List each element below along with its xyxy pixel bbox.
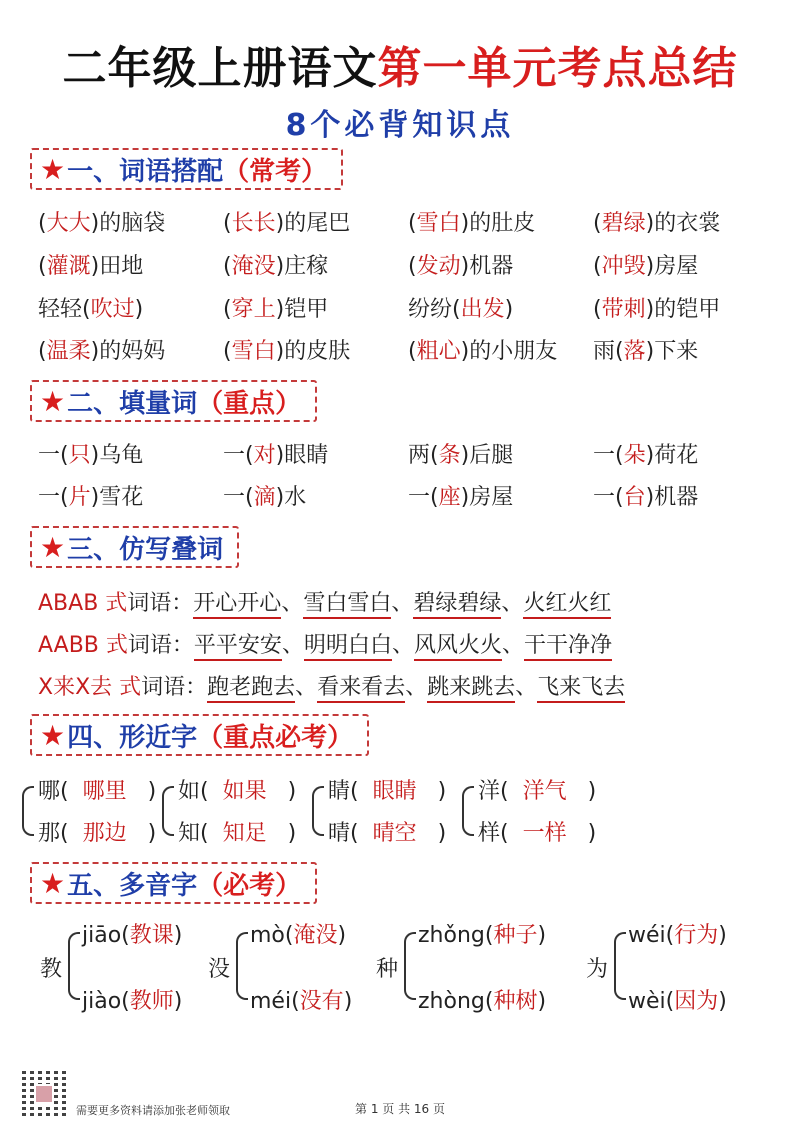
answer-text: 行为 — [674, 923, 719, 948]
title-red: 第一单元考点总结 — [377, 43, 738, 94]
answer-text: 种子 — [493, 923, 538, 948]
item-prefix: ( — [593, 297, 602, 322]
measure-item — [223, 438, 408, 469]
answer-text: 雪白 — [416, 211, 461, 236]
reading-suffix: ) — [337, 923, 347, 948]
answer-text: 知足 — [222, 821, 267, 846]
item-suffix: )水 — [275, 485, 307, 510]
pinyin-text: zhǒng( — [418, 923, 494, 948]
polyphone-char: 种 — [376, 957, 399, 982]
brace-icon — [162, 786, 174, 836]
reading-suffix: ) — [537, 989, 547, 1014]
separator: 、 — [501, 591, 524, 616]
section-heading-5 — [30, 862, 317, 904]
star-icon: ★ — [40, 384, 66, 418]
item-prefix: 一( — [223, 443, 254, 468]
char-prefix: 睛( — [328, 779, 359, 804]
collocation-item — [223, 249, 408, 280]
similar-char-pair — [478, 816, 596, 847]
similar-char-pair — [38, 816, 156, 847]
separator: 、 — [391, 633, 414, 658]
pinyin-text: jiào( — [82, 989, 130, 1014]
item-suffix: )房屋 — [460, 485, 514, 510]
example-word: 明明白白 — [304, 633, 392, 661]
answer-text: 穿上 — [231, 297, 276, 322]
char-suffix: ) — [580, 779, 597, 804]
collocation-item — [593, 334, 778, 365]
item-prefix: ( — [593, 254, 602, 279]
item-suffix: )雪花 — [90, 485, 144, 510]
brace-icon — [312, 786, 324, 836]
pinyin-text: wèi( — [628, 989, 675, 1014]
item-suffix: )庄稼 — [275, 254, 329, 279]
answer-text: 教课 — [129, 923, 174, 948]
star-icon: ★ — [40, 530, 66, 564]
item-prefix: 一( — [223, 485, 254, 510]
pinyin-text: méi( — [250, 989, 300, 1014]
reading-suffix: ) — [718, 923, 727, 948]
item-prefix: 一( — [408, 485, 439, 510]
reading-suffix: ) — [173, 923, 183, 948]
answer-text: 吹过 — [90, 297, 135, 322]
collocation-item — [593, 249, 778, 280]
example-word: 风风火火 — [414, 633, 502, 661]
brace-icon — [404, 932, 416, 1000]
polyphone-reading — [250, 984, 352, 1015]
collocation-item — [408, 249, 593, 280]
char-suffix: ) — [430, 779, 447, 804]
item-prefix: 一( — [38, 443, 69, 468]
item-prefix: ( — [408, 254, 417, 279]
measure-item — [38, 438, 223, 469]
measure-item — [223, 480, 408, 511]
answer-text: 教师 — [129, 989, 174, 1014]
item-suffix: ) — [504, 297, 514, 322]
polyphone-char: 为 — [586, 957, 609, 982]
example-word: 看来看去 — [317, 675, 405, 703]
polyphone-reading — [418, 918, 546, 949]
answer-text: 对 — [253, 443, 276, 468]
item-prefix: 一( — [38, 485, 69, 510]
example-word: 平平安安 — [194, 633, 282, 661]
item-suffix: )的脑袋 — [90, 211, 166, 236]
char-prefix: 样( — [478, 821, 509, 846]
char-suffix: ) — [140, 779, 157, 804]
example-word: 跑老跑去 — [207, 675, 295, 703]
answer-text: 眼睛 — [372, 779, 417, 804]
collocation-item — [38, 249, 223, 280]
section-heading-3 — [30, 526, 239, 568]
footer-note: 需要更多资料请添加张老师领取 — [76, 1104, 230, 1117]
answer-text: 一样 — [522, 821, 567, 846]
item-prefix: ( — [223, 339, 232, 364]
item-suffix: )房屋 — [645, 254, 699, 279]
collocation-item — [408, 206, 593, 237]
item-prefix: ( — [408, 211, 417, 236]
measure-item — [593, 438, 778, 469]
example-word: 火红火红 — [523, 591, 611, 619]
polyphone-reading — [628, 984, 727, 1015]
answer-text: 只 — [68, 443, 91, 468]
answer-text: 朵 — [623, 443, 646, 468]
pinyin-text: mò( — [250, 923, 294, 948]
pattern-suffix: 词语： — [127, 633, 194, 658]
char-prefix: 哪( — [38, 779, 69, 804]
char-suffix: ) — [280, 821, 297, 846]
item-suffix: )的肚皮 — [460, 211, 536, 236]
item-suffix: )的衣裳 — [645, 211, 721, 236]
item-prefix: ( — [593, 211, 602, 236]
collocation-item — [38, 334, 223, 365]
collocation-row — [38, 334, 778, 365]
char-suffix: ) — [140, 821, 157, 846]
section-label: 一、词语搭配 — [67, 156, 224, 187]
char-prefix: 晴( — [328, 821, 359, 846]
collocation-row — [38, 292, 778, 323]
collocation-item — [408, 292, 593, 323]
section-label: 二、填量词 — [67, 388, 198, 419]
item-prefix: 一( — [593, 443, 624, 468]
item-suffix: )后腿 — [460, 443, 514, 468]
reading-suffix: ) — [718, 989, 727, 1014]
pinyin-text: wéi( — [628, 923, 675, 948]
item-suffix: )铠甲 — [275, 297, 329, 322]
separator: 、 — [391, 591, 414, 616]
collocation-row — [38, 206, 778, 237]
answer-text: 淹没 — [293, 923, 338, 948]
item-prefix: ( — [223, 211, 232, 236]
section-label: 四、形近字 — [67, 722, 198, 753]
separator: 、 — [515, 675, 538, 700]
pinyin-text: jiāo( — [82, 923, 130, 948]
answer-text: 座 — [438, 485, 461, 510]
answer-text: 出发 — [460, 297, 505, 322]
reduplication-row — [38, 670, 625, 701]
reading-suffix: ) — [537, 923, 547, 948]
item-suffix: )田地 — [90, 254, 144, 279]
char-prefix: 如( — [178, 779, 209, 804]
collocation-item — [38, 292, 223, 323]
measure-item — [593, 480, 778, 511]
item-prefix: 一( — [593, 485, 624, 510]
item-suffix: )的尾巴 — [275, 211, 351, 236]
brace-icon — [462, 786, 474, 836]
answer-text: 因为 — [674, 989, 719, 1014]
answer-text: 哪里 — [82, 779, 127, 804]
collocation-item — [408, 334, 593, 365]
reduplication-row — [38, 628, 612, 659]
answer-text: 发动 — [416, 254, 461, 279]
measure-item — [38, 480, 223, 511]
measure-item — [408, 480, 593, 511]
answer-text: 落 — [623, 339, 646, 364]
answer-text: 粗心 — [416, 339, 461, 364]
item-suffix: )乌龟 — [90, 443, 144, 468]
similar-char-pair — [478, 774, 596, 805]
section-note: （必考） — [197, 870, 302, 901]
item-suffix: )的小朋友 — [460, 339, 558, 364]
item-prefix: ( — [38, 254, 47, 279]
item-suffix: )机器 — [460, 254, 514, 279]
item-suffix: )的铠甲 — [645, 297, 721, 322]
item-prefix: ( — [223, 254, 232, 279]
pattern-suffix: 词语： — [141, 675, 208, 700]
answer-text: 温柔 — [46, 339, 91, 364]
polyphone-reading — [250, 918, 346, 949]
answer-text: 没有 — [299, 989, 344, 1014]
star-icon: ★ — [40, 866, 66, 900]
collocation-item — [593, 206, 778, 237]
answer-text: 淹没 — [231, 254, 276, 279]
item-prefix: 纷纷( — [408, 297, 461, 322]
section-note: （常考） — [223, 156, 328, 187]
example-word: 碧绿碧绿 — [413, 591, 501, 619]
collocation-item — [593, 292, 778, 323]
brace-icon — [236, 932, 248, 1000]
item-suffix: )的皮肤 — [275, 339, 351, 364]
item-prefix: 轻轻( — [38, 297, 91, 322]
item-suffix: )机器 — [645, 485, 699, 510]
similar-char-pair — [178, 816, 296, 847]
similar-char-pair — [328, 774, 446, 805]
answer-text: 洋气 — [522, 779, 567, 804]
char-prefix: 那( — [38, 821, 69, 846]
star-icon: ★ — [40, 718, 66, 752]
section-label: 五、多音字 — [67, 870, 198, 901]
answer-text: 片 — [68, 485, 91, 510]
brace-icon — [614, 932, 626, 1000]
item-prefix: ( — [38, 339, 47, 364]
page-subtitle: 8个必背知识点 — [285, 108, 515, 143]
collocation-item — [223, 206, 408, 237]
measure-row — [38, 438, 778, 469]
item-suffix: )荷花 — [645, 443, 699, 468]
answer-text: 如果 — [222, 779, 267, 804]
example-word: 飞来飞去 — [537, 675, 625, 703]
collocation-item — [38, 206, 223, 237]
pattern-label: X来X去 式 — [38, 675, 142, 700]
answer-text: 碧绿 — [601, 211, 646, 236]
example-word: 雪白雪白 — [303, 591, 391, 619]
answer-text: 晴空 — [372, 821, 417, 846]
polyphone-char: 没 — [208, 957, 231, 982]
item-prefix: ( — [223, 297, 232, 322]
page-number: 第 1 页 共 16 页 — [355, 1102, 445, 1116]
char-suffix: ) — [580, 821, 597, 846]
item-prefix: 雨( — [593, 339, 624, 364]
example-word: 跳来跳去 — [427, 675, 515, 703]
section-note: （重点必考） — [197, 722, 354, 753]
measure-row — [38, 480, 778, 511]
separator: 、 — [281, 633, 304, 658]
polyphone-char: 教 — [40, 957, 63, 982]
answer-text: 种树 — [493, 989, 538, 1014]
answer-text: 冲毁 — [601, 254, 646, 279]
section-heading-4 — [30, 714, 369, 756]
polyphone-reading — [628, 918, 727, 949]
section-label: 三、仿写叠词 — [67, 534, 224, 565]
char-prefix: 知( — [178, 821, 209, 846]
similar-char-pair — [178, 774, 296, 805]
answer-text: 雪白 — [231, 339, 276, 364]
reading-suffix: ) — [343, 989, 353, 1014]
brace-icon — [22, 786, 34, 836]
similar-char-pair — [328, 816, 446, 847]
item-prefix: 两( — [408, 443, 439, 468]
collocation-item — [223, 292, 408, 323]
title-black: 二年级上册语文 — [62, 43, 378, 94]
item-prefix: ( — [38, 211, 47, 236]
section-heading-1 — [30, 148, 343, 190]
section-note: （重点） — [197, 388, 302, 419]
example-word: 干干净净 — [524, 633, 612, 661]
measure-item — [408, 438, 593, 469]
answer-text: 大大 — [46, 211, 91, 236]
example-word: 开心开心 — [193, 591, 281, 619]
separator: 、 — [405, 675, 428, 700]
separator: 、 — [281, 591, 304, 616]
polyphone-reading — [82, 918, 182, 949]
polyphone-reading — [418, 984, 546, 1015]
item-suffix: )眼睛 — [275, 443, 329, 468]
brace-icon — [68, 932, 80, 1000]
answer-text: 那边 — [82, 821, 127, 846]
char-suffix: ) — [430, 821, 447, 846]
answer-text: 滴 — [253, 485, 276, 510]
polyphone-reading — [82, 984, 182, 1015]
pinyin-text: zhòng( — [418, 989, 494, 1014]
reading-suffix: ) — [173, 989, 183, 1014]
similar-char-pair — [38, 774, 156, 805]
answer-text: 条 — [438, 443, 461, 468]
separator: 、 — [295, 675, 318, 700]
collocation-item — [223, 334, 408, 365]
pattern-suffix: 词语： — [127, 591, 194, 616]
char-prefix: 洋( — [478, 779, 509, 804]
answer-text: 灌溉 — [46, 254, 91, 279]
reduplication-row — [38, 586, 611, 617]
section-heading-2 — [30, 380, 317, 422]
char-suffix: ) — [280, 779, 297, 804]
collocation-row — [38, 249, 778, 280]
separator: 、 — [502, 633, 525, 658]
item-prefix: ( — [408, 339, 417, 364]
answer-text: 台 — [623, 485, 646, 510]
item-suffix: )的妈妈 — [90, 339, 166, 364]
answer-text: 带刺 — [601, 297, 646, 322]
star-icon: ★ — [40, 152, 66, 186]
item-suffix: )下来 — [645, 339, 699, 364]
pattern-label: AABB 式 — [38, 633, 128, 658]
answer-text: 长长 — [231, 211, 276, 236]
pattern-label: ABAB 式 — [38, 591, 128, 616]
item-suffix: ) — [134, 297, 144, 322]
page-title — [0, 32, 800, 96]
